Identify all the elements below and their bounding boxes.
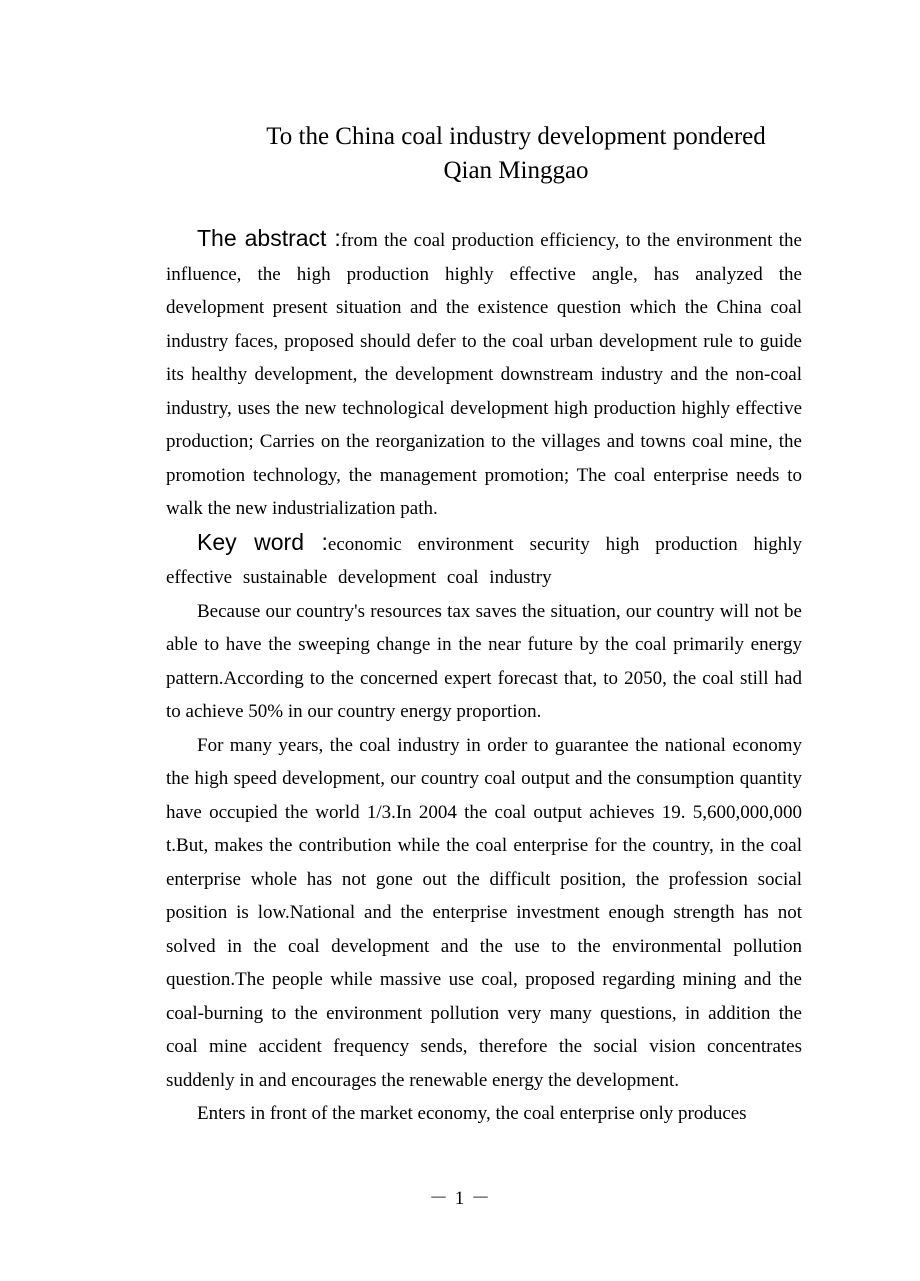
page-number: － 1 －	[428, 1188, 491, 1209]
abstract-paragraph	[166, 222, 802, 526]
abstract-text: from the coal production efficiency, to the environment the influence, the high production highly effective angle, has analyzed the development present situation and the existence question which the China coal industry faces, proposed should defer to the coal urban development rule to guide its healthy development, the development downstream industry and the non-coal industry, uses the new technological development high production highly effective production; Carries on the reorganization to the villages and towns coal mine, the promotion technology, the management promotion; The coal enterprise needs to walk the new industrialization path.	[166, 230, 802, 519]
keywords-text: economic environment security high production highly effective sustainable development coal industry	[166, 533, 803, 588]
keywords-label: Key word :	[197, 528, 328, 555]
body-paragraph-1: Because our country's resources tax saves the situation, our country will not be able to have the sweeping change in the near future by the coal primarily energy pattern.According to the concerned expert forecast that, to 2050, the coal still had to achieve 50% in our country energy proportion.	[166, 600, 802, 722]
document-body	[166, 222, 802, 1131]
body-paragraph-3: Enters in front of the market economy, the coal enterprise only produces	[197, 1103, 747, 1124]
keywords-paragraph	[166, 526, 802, 595]
document-title: To the China coal industry development pondered	[266, 123, 766, 150]
body-paragraph-2: For many years, the coal industry in order to guarantee the national economy the high speed development, our country coal output and the consumption quantity have occupied the world 1/3.In 2004 the coal output achieves 19. 5,600,000,000 t.But, makes the contribution while the coal enterprise for the country, in the coal enterprise whole has not gone out the difficult position, the profession social position is low.National and the enterprise investment enough strength has not solved in the coal development and the use to the environmental pollution question.The people while massive use coal, proposed regarding mining and the coal-burning to the environment pollution very many questions, in addition the coal mine accident frequency sends, therefore the social vision concentrates suddenly in and encourages the renewable energy the development.	[166, 734, 802, 1091]
abstract-label: The abstract :	[197, 225, 341, 251]
author-name: Qian Minggao	[443, 157, 589, 184]
